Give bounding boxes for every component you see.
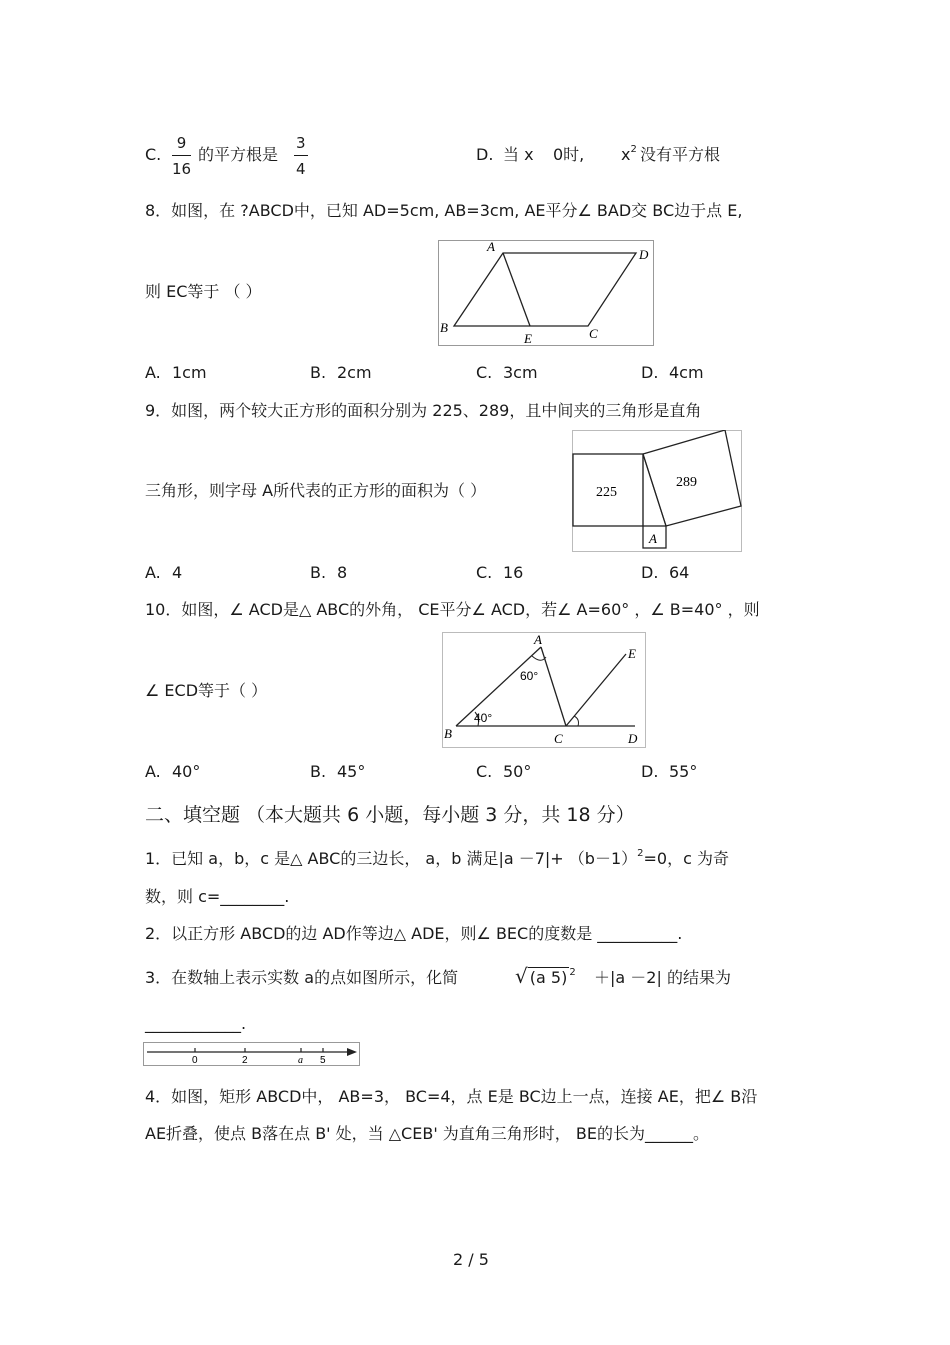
q8-option-b-text: 2cm — [337, 363, 372, 382]
q8-label-e: E — [524, 331, 532, 346]
q8-option-d-label: D. — [641, 363, 659, 382]
q9-label-289: 289 — [676, 475, 697, 490]
q10-label-40deg: 40° — [474, 711, 493, 725]
q10-option-b-text: 45° — [337, 762, 366, 781]
f2-line: 2．以正方形 ABCD的边 AD作等边△ ADE，则∠ BEC的度数是 __________. — [145, 924, 683, 943]
q7-option-d-label: D. — [476, 145, 494, 164]
f3-label-a: a — [298, 1055, 303, 1066]
q10-label-c: C — [554, 731, 563, 746]
q9-ask: 三角形，则字母 A所代表的正方形的面积为（ ） — [145, 481, 487, 500]
q8-option-a-text: 1cm — [172, 363, 207, 382]
q10-stem: 10．如图，∠ ACD是△ ABC的外角， CE平分∠ ACD，若∠ A=60° ，∠ B=40° ，则 — [145, 600, 760, 619]
q8-segment-ae — [503, 253, 530, 326]
q10-figure-border — [443, 633, 646, 748]
q10-label-a: A — [534, 632, 542, 647]
f4-line2: AE折叠，使点 B落在点 B' 处，当 △CEB' 为直角三角形时， BE的长为______。 — [145, 1124, 709, 1143]
q9-right-triangle — [643, 454, 666, 526]
q7-fraction-9-16 — [172, 134, 191, 178]
q7-superscript: 2 — [630, 144, 637, 155]
q7-fraction-3-4 — [294, 134, 308, 178]
q8-option-b-label: B. — [310, 363, 327, 382]
page-number: 2 / 5 — [453, 1250, 489, 1269]
f3-superscript: 2 — [569, 967, 576, 978]
q9-option-a-text: 4 — [172, 563, 183, 582]
q8-option-c-label: C. — [476, 363, 493, 382]
q8-ask: 则 EC等于 （ ） — [145, 282, 262, 301]
q8-option-a-label: A. — [145, 363, 161, 382]
q8-stem: 8．如图，在 ?ABCD中，已知 AD=5cm, AB=3cm, AE平分∠ BAD交 BC边于点 E, — [145, 201, 743, 220]
q9-option-d-label: D. — [641, 563, 659, 582]
f3-axis-arrow — [347, 1048, 357, 1056]
q8-parallelogram-abcd — [454, 253, 636, 326]
q10-label-60deg: 60° — [520, 669, 539, 683]
f3-number-line — [143, 1042, 360, 1066]
q10-option-d-label: D. — [641, 762, 659, 781]
q10-option-a-text: 40° — [172, 762, 201, 781]
q7-fraction-numerator: 9 — [172, 134, 191, 156]
q9-option-d-text: 64 — [669, 563, 690, 582]
q7-option-c-label: C. — [145, 145, 162, 164]
q10-label-b: B — [444, 726, 452, 741]
f4-line1: 4．如图，矩形 ABCD中， AB=3， BC=4，点 E是 BC边上一点，连接 AE，把∠ B沿 — [145, 1087, 758, 1106]
q7-option-d-text2: 0时, — [553, 145, 585, 164]
q9-label-a: A — [649, 531, 657, 546]
f3-label-0: 0 — [192, 1055, 198, 1066]
q10-angle-ecd-arc — [574, 716, 579, 726]
q10-label-d: D — [628, 731, 638, 746]
q7-option-d-text4: 没有平方根 — [640, 145, 721, 164]
q7-option-d-text3: $x^2$ — [621, 144, 637, 164]
q8-label-a: A — [487, 240, 495, 254]
q10-option-d-text: 55° — [669, 762, 698, 781]
section2-title: 二、填空题 （本大题共 6 小题，每小题 3 分，共 18 分） — [145, 804, 635, 826]
f3-sqrt-expression: √ (a 5) $^2$ — [515, 964, 576, 988]
f1-line2: 数，则 c=________. — [145, 887, 290, 906]
q9-option-b-label: B. — [310, 563, 327, 582]
q10-side-ab — [456, 647, 541, 726]
q10-ask: ∠ ECD等于（ ） — [145, 681, 268, 700]
q10-ray-ce — [566, 654, 626, 726]
f3-line-b: ＋|a －2| 的结果为 — [594, 968, 731, 987]
q9-option-c-text: 16 — [503, 563, 524, 582]
q7-option-c-text: 的平方根是 — [198, 145, 279, 164]
q10-option-c-text: 50° — [503, 762, 532, 781]
f3-answer-blank: ____________. — [145, 1014, 247, 1033]
f1-line1: 1．已知 a，b，c 是△ ABC的三边长， a，b 满足$|a -7|+ (b-1)^2=0$，c 为奇 — [145, 848, 729, 868]
q8-option-d-text: 4cm — [669, 363, 704, 382]
q8-option-c-text: 3cm — [503, 363, 538, 382]
f3-line-a: 3．在数轴上表示实数 a的点如图所示，化简 — [145, 968, 459, 987]
q9-option-a-label: A. — [145, 563, 161, 582]
f3-label-2: 2 — [242, 1055, 248, 1066]
q10-triangle-figure — [442, 632, 646, 748]
q7-fraction-denominator: 16 — [172, 160, 192, 178]
q8-label-c: C — [589, 326, 598, 341]
q10-option-b-label: B. — [310, 762, 327, 781]
f3-figure-border — [144, 1043, 360, 1066]
q9-option-c-label: C. — [476, 563, 493, 582]
q10-label-e: E — [628, 646, 636, 661]
q8-figure-border — [439, 241, 654, 346]
q9-label-225: 225 — [596, 485, 617, 500]
q9-squares-figure — [572, 430, 742, 552]
q7-fraction2-denominator: 4 — [296, 160, 306, 178]
q9-option-b-text: 8 — [337, 563, 348, 582]
f1-superscript: 2 — [637, 848, 644, 859]
q8-parallelogram-figure — [438, 240, 654, 346]
q10-option-c-label: C. — [476, 762, 493, 781]
f3-label-5: 5 — [320, 1055, 326, 1066]
q8-label-d: D — [639, 247, 649, 262]
f3-sqrt-inner: (a 5) — [529, 968, 568, 987]
q7-option-d-text1: 当 x — [503, 145, 534, 164]
q7-fraction2-numerator: 3 — [294, 134, 308, 156]
q10-option-a-label: A. — [145, 762, 161, 781]
q8-label-b: B — [440, 320, 448, 335]
q9-stem: 9．如图，两个较大正方形的面积分别为 225、289，且中间夹的三角形是直角 — [145, 401, 702, 420]
